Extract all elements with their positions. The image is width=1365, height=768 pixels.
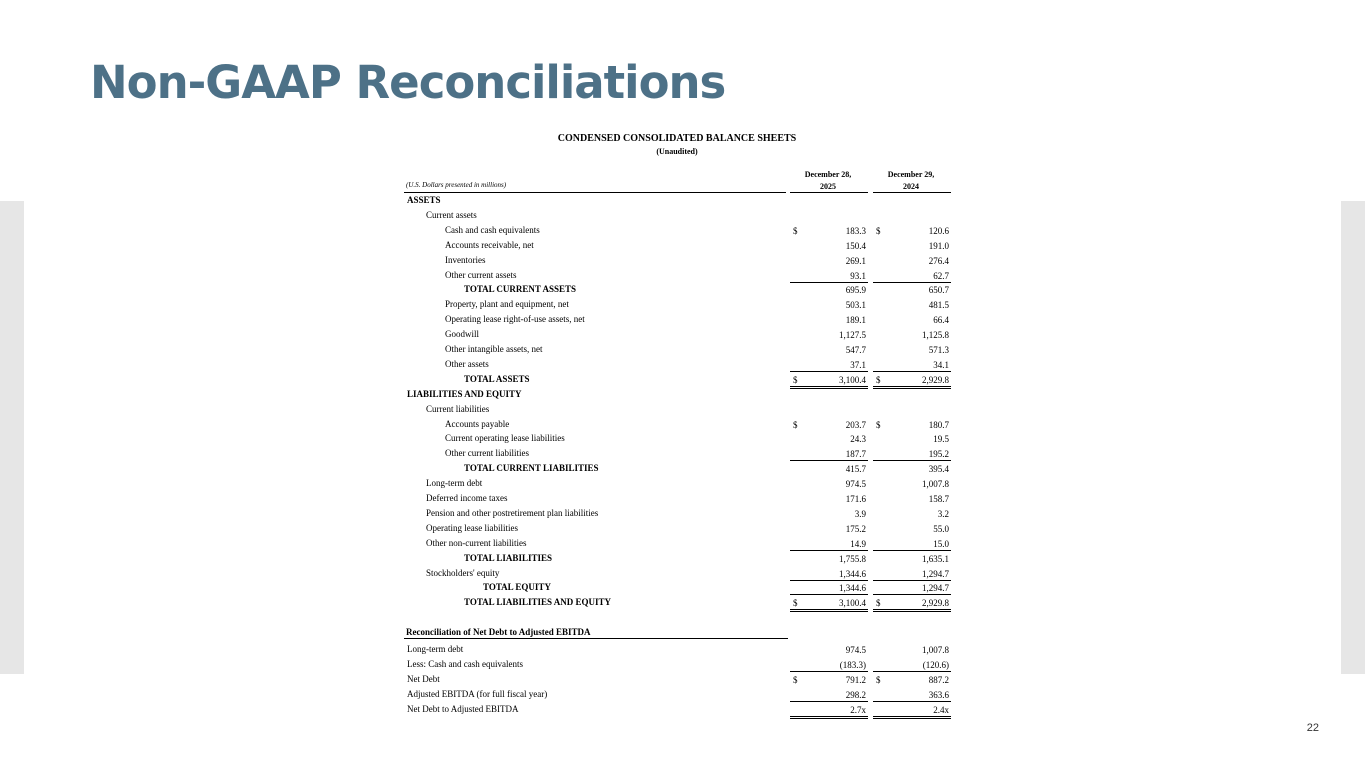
row-label: Other intangible assets, net [445, 344, 543, 354]
value: 180.7 [928, 419, 949, 430]
value-cell-2024 [873, 552, 951, 565]
row-label: Adjusted EBITDA (for full fiscal year) [407, 688, 548, 699]
value-cell-2025 [790, 581, 868, 595]
table-row [404, 688, 952, 703]
value-cell-2024 [873, 673, 951, 686]
table-row [404, 194, 952, 209]
table-row [404, 703, 952, 718]
value: 19.5 [933, 434, 949, 445]
value-cell-2024 [873, 313, 951, 326]
value-cell-2024 [873, 194, 951, 207]
value: 2,929.8 [922, 598, 949, 609]
value: 2.4x [933, 704, 949, 715]
value-cell-2025 [790, 418, 868, 431]
value: 15.0 [933, 538, 949, 549]
units-note: (U.S. Dollars presented in millions) [406, 181, 507, 189]
value-cell-2025 [790, 343, 868, 356]
value: 55.0 [933, 523, 949, 534]
value: 481.5 [928, 300, 949, 311]
table-row [404, 239, 952, 254]
value: 195.2 [928, 449, 949, 460]
value: (183.3) [839, 659, 866, 670]
row-label: TOTAL CURRENT LIABILITIES [464, 463, 599, 474]
value-cell-2025 [790, 224, 868, 237]
row-label: Property, plant and equipment, net [445, 299, 569, 310]
row-label: TOTAL EQUITY [483, 582, 551, 593]
row-label: Long-term debt [407, 644, 464, 654]
value-cell-2024 [873, 209, 951, 222]
value-cell-2024 [873, 373, 951, 389]
slide-title: Non-GAAP Reconciliations [90, 56, 726, 109]
value-cell-2024 [873, 343, 951, 356]
table-row [404, 418, 952, 433]
table-row [404, 403, 952, 418]
row-label: Other non-current liabilities [426, 537, 527, 548]
row-label: TOTAL LIABILITIES [464, 552, 552, 563]
value-cell-2024 [873, 254, 951, 267]
value: 1,294.7 [922, 568, 949, 579]
value-cell-2025 [790, 388, 868, 401]
value-cell-2024 [873, 328, 951, 341]
value-cell-2025 [790, 567, 868, 581]
value: 62.7 [933, 270, 949, 281]
value-cell-2025 [790, 658, 868, 672]
currency-symbol: $ [793, 598, 798, 609]
value-cell-2025 [790, 447, 868, 461]
column-header-2025-year: 2025 [820, 182, 836, 191]
value-cell-2024 [873, 298, 951, 311]
value-cell-2024 [873, 658, 951, 672]
value: 1,294.7 [922, 583, 949, 594]
value-cell-2025 [790, 673, 868, 686]
value: 1,125.8 [922, 330, 949, 341]
row-label: Net Debt [407, 673, 440, 684]
column-header-2024-year: 2024 [903, 182, 919, 191]
value: 191.0 [928, 240, 949, 251]
value: 1,755.8 [839, 553, 866, 564]
table-row [404, 477, 952, 492]
value-cell-2025 [790, 403, 868, 416]
currency-symbol: $ [793, 674, 798, 685]
value: 887.2 [928, 674, 949, 685]
value: 24.3 [850, 434, 866, 445]
value-cell-2025 [790, 507, 868, 520]
table-row [404, 254, 952, 269]
value: 1,007.8 [922, 645, 949, 655]
right-side-bar [1341, 201, 1365, 674]
value-cell-2025 [790, 269, 868, 283]
row-label: Cash and cash equivalents [445, 224, 540, 235]
column-header-2024-date: December 29, [887, 170, 935, 179]
table-row [404, 269, 952, 284]
value-cell-2024 [873, 507, 951, 520]
value: 66.4 [933, 315, 949, 326]
value-cell-2024 [873, 567, 951, 581]
value-cell-2024 [873, 492, 951, 505]
currency-symbol: $ [793, 374, 798, 385]
value-cell-2025 [790, 298, 868, 311]
value: 120.6 [928, 225, 949, 236]
table-row [404, 432, 952, 447]
row-label: Long-term debt [426, 478, 483, 489]
value: 791.2 [845, 674, 866, 685]
value-cell-2024 [873, 269, 951, 283]
table-row [404, 373, 952, 388]
value-cell-2025 [790, 373, 868, 389]
value: 974.5 [845, 479, 866, 490]
row-label: Less: Cash and cash equivalents [407, 658, 523, 669]
value-cell-2024 [873, 447, 951, 461]
value-cell-2025 [790, 239, 868, 252]
value-cell-2025 [790, 432, 868, 445]
table-row [404, 209, 952, 224]
currency-symbol: $ [793, 225, 798, 236]
value: 571.3 [928, 345, 949, 355]
value: 1,635.1 [922, 553, 949, 564]
value-cell-2025 [790, 596, 868, 612]
units-rule [404, 192, 786, 193]
row-label: TOTAL ASSETS [464, 373, 530, 384]
row-label: TOTAL CURRENT ASSETS [464, 284, 577, 295]
table-row [404, 358, 952, 373]
value: 276.4 [928, 255, 949, 266]
value-cell-2024 [873, 358, 951, 372]
value-cell-2025 [790, 703, 868, 719]
currency-symbol: $ [876, 225, 881, 236]
row-label: Deferred income taxes [426, 493, 508, 503]
table-row [404, 581, 952, 596]
row-label: Accounts payable [445, 418, 510, 429]
value: 3,100.4 [839, 598, 866, 609]
value: 547.7 [845, 345, 866, 355]
value: 650.7 [928, 285, 949, 296]
value: 187.7 [845, 449, 866, 460]
value-cell-2024 [873, 522, 951, 535]
value-cell-2024 [873, 688, 951, 702]
value-cell-2024 [873, 643, 951, 656]
value: 395.4 [928, 464, 949, 475]
row-label: Operating lease right-of-use assets, net [445, 314, 585, 325]
row-label: Accounts receivable, net [445, 239, 534, 250]
value: 158.7 [928, 494, 949, 504]
table-row [404, 567, 952, 582]
value: (120.6) [922, 659, 949, 670]
value-cell-2024 [873, 596, 951, 612]
value: 189.1 [845, 315, 866, 326]
value-cell-2025 [790, 477, 868, 490]
value: 150.4 [845, 240, 866, 251]
page-number: 22 [1306, 722, 1319, 734]
value-cell-2024 [873, 418, 951, 431]
row-label: Current assets [426, 209, 477, 220]
table-row [404, 507, 952, 522]
value: 175.2 [845, 523, 866, 534]
value-cell-2024 [873, 403, 951, 416]
currency-symbol: $ [793, 419, 798, 430]
row-label: Net Debt to Adjusted EBITDA [407, 703, 519, 714]
table-row [404, 283, 952, 298]
value: 183.3 [845, 225, 866, 236]
table-row [404, 224, 952, 239]
table-row [404, 313, 952, 328]
value-cell-2024 [873, 432, 951, 445]
left-side-bar [0, 201, 24, 674]
row-label: Other current liabilities [445, 448, 529, 459]
value-cell-2025 [790, 283, 868, 296]
value: 503.1 [845, 300, 866, 311]
table-row [404, 298, 952, 313]
row-label: Goodwill [445, 329, 480, 340]
value-cell-2025 [790, 194, 868, 207]
value-cell-2024 [873, 477, 951, 490]
table-row [404, 596, 952, 611]
value: 3.2 [937, 508, 949, 519]
value: 171.6 [845, 494, 866, 504]
table-row [404, 492, 952, 507]
value: 3.9 [854, 508, 866, 519]
value-cell-2025 [790, 552, 868, 565]
currency-symbol: $ [876, 674, 881, 685]
row-label: Current operating lease liabilities [445, 433, 565, 444]
value-cell-2025 [790, 209, 868, 222]
column-header-2024 [871, 169, 951, 193]
row-label: ASSETS [407, 195, 441, 205]
value-cell-2025 [790, 254, 868, 267]
value: 3,100.4 [839, 374, 866, 385]
statement-title: CONDENSED CONSOLIDATED BALANCE SHEETS [557, 133, 797, 144]
row-label: Operating lease liabilities [426, 522, 518, 533]
value: 34.1 [933, 359, 949, 370]
row-label: Stockholders' equity [426, 567, 500, 578]
value-cell-2025 [790, 492, 868, 505]
value-cell-2025 [790, 313, 868, 326]
value: 93.1 [850, 270, 866, 281]
value: 37.1 [850, 359, 866, 370]
value-cell-2024 [873, 283, 951, 296]
table-row [404, 328, 952, 343]
table-row [404, 462, 952, 477]
value: 974.5 [845, 645, 866, 655]
value: 1,344.6 [839, 568, 866, 579]
column-header-2025 [788, 169, 868, 193]
value: 363.6 [928, 689, 949, 700]
value-cell-2024 [873, 703, 951, 719]
value: 695.9 [845, 285, 866, 296]
value: 2,929.8 [922, 374, 949, 385]
value: 269.1 [845, 255, 866, 266]
value-cell-2024 [873, 224, 951, 237]
table-row [404, 658, 952, 673]
value-cell-2024 [873, 239, 951, 252]
row-label: Pension and other postretirement plan liabilities [426, 507, 599, 518]
value: 1,007.8 [922, 479, 949, 490]
value-cell-2025 [790, 522, 868, 535]
value-cell-2024 [873, 388, 951, 401]
reconciliation-title: Reconciliation of Net Debt to Adjusted EBITDA [404, 627, 788, 639]
value-cell-2025 [790, 537, 868, 551]
row-label: TOTAL LIABILITIES AND EQUITY [464, 597, 611, 608]
value-cell-2024 [873, 581, 951, 595]
row-label: Current liabilities [426, 403, 490, 414]
value: 203.7 [845, 419, 866, 430]
value-cell-2025 [790, 643, 868, 656]
table-row [404, 522, 952, 537]
table-row [404, 537, 952, 552]
value-cell-2025 [790, 358, 868, 372]
value-cell-2024 [873, 537, 951, 551]
table-row [404, 643, 952, 658]
value: 415.7 [845, 464, 866, 475]
value: 1,127.5 [839, 330, 866, 341]
value-cell-2025 [790, 688, 868, 702]
value: 2.7x [850, 704, 866, 715]
row-label: Other assets [445, 358, 489, 369]
currency-symbol: $ [876, 374, 881, 385]
value-cell-2025 [790, 462, 868, 475]
value-cell-2025 [790, 328, 868, 341]
row-label: Other current assets [445, 269, 517, 280]
value: 14.9 [850, 538, 866, 549]
column-header-rule-2024 [873, 192, 951, 193]
column-header-rule-2025 [790, 192, 868, 193]
currency-symbol: $ [876, 419, 881, 430]
table-row [404, 552, 952, 567]
row-label: Inventories [445, 254, 486, 265]
row-label: LIABILITIES AND EQUITY [407, 388, 522, 399]
value: 1,344.6 [839, 583, 866, 594]
value-cell-2024 [873, 462, 951, 475]
table-row [404, 343, 952, 358]
table-row [404, 673, 952, 688]
currency-symbol: $ [876, 598, 881, 609]
value: 298.2 [845, 689, 866, 700]
statement-subtitle: (Unaudited) [656, 147, 698, 156]
table-row [404, 388, 952, 403]
table-row [404, 447, 952, 462]
column-header-2025-date: December 28, [804, 170, 852, 179]
